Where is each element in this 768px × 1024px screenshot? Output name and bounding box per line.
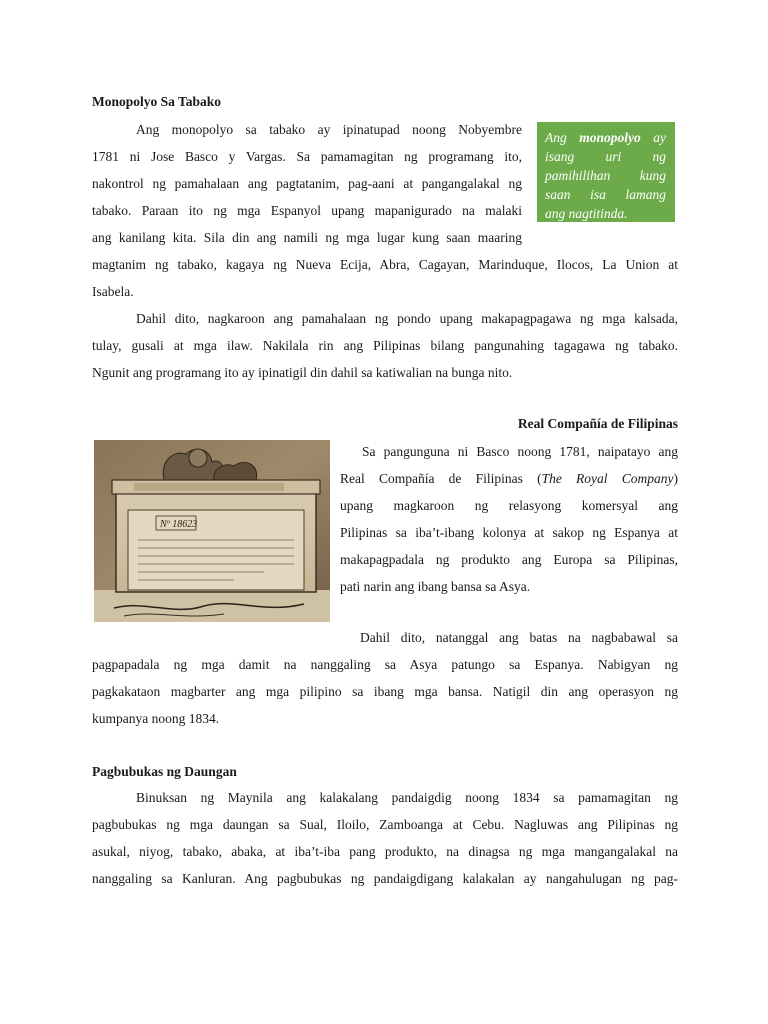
text-line: asukal, niyog, tabako, abaka, at iba’t-iba pang produkto, na dinagsa ng mga mangangalakal na <box>92 844 678 859</box>
text-line: 1781 ni Jose Basco y Vargas. Sa pamamagitan ng programang ito, <box>92 149 522 164</box>
text-line: tabako. Paraan ito ng mga Espanyol upang mapanigurado na malaki <box>92 203 522 218</box>
text-line: pagbubukas ng mga daungan sa Sual, Iloilo, Zamboanga at Cebu. Nagluwas ang Pilipinas ng <box>92 817 678 832</box>
text-line: pati narin ang ibang bansa sa Asya. <box>340 579 531 594</box>
paragraph-monopolyo-1-cont <box>92 251 678 305</box>
section-heading-daungan: Pagbubukas ng Daungan <box>92 764 237 779</box>
text-line: Pilipinas sa iba’t-ibang kolonya at sakop ng Espanya at <box>340 525 678 540</box>
text-line: Ang monopolyo sa tabako ay ipinatupad noong Nobyembre <box>136 122 522 137</box>
text-line: upang magkaroon ng relasyong komersyal ang <box>340 498 678 513</box>
text-line: tulay, gusali at mga ilaw. Nakilala rin ang Pilipinas bilang pangunahing tagagawa ng tabako. <box>92 338 678 353</box>
paragraph-monopolyo-2 <box>92 305 678 386</box>
text-line: ang kanilang kita. Sila din ang namili ng mga lugar kung saan maaring <box>92 230 522 245</box>
paragraph-real-compania-1 <box>340 438 678 600</box>
text-line: nanggaling sa Kanluran. Ang pagbubukas ng pandaigdigang kalakalan ay nangahulugan ng pag- <box>92 871 678 886</box>
callout-line: ang nagtitinda. <box>545 206 628 221</box>
callout-line: Ang monopolyo ay <box>545 130 666 145</box>
text-line: Sa pangunguna ni Basco noong 1781, naipatayo ang <box>362 444 678 459</box>
text-line: kumpanya noong 1834. <box>92 711 220 726</box>
text-line: Ngunit ang programang ito ay ipinatigil din dahil sa katiwalian na bunga nito. <box>92 365 513 380</box>
paragraph-daungan-1 <box>92 784 678 892</box>
text-line: Dahil dito, natanggal ang batas na nagbabawal sa <box>360 630 678 645</box>
section-heading-monopolyo: Monopolyo Sa Tabako <box>92 94 222 109</box>
text-line: nakontrol ng pamahalaan ang pagtatanim, pag-aani at pangangalakal ng <box>92 176 522 191</box>
section-heading-real-compania: Real Compañía de Filipinas <box>517 416 678 431</box>
text-line: makapagpadala ng produkto ang Europa sa Pilipinas, <box>340 552 678 567</box>
text-line: Binuksan ng Maynila ang kalakalang pandaigdig noong 1834 sa pamamagitan ng <box>136 790 678 805</box>
text-line: Dahil dito, nagkaroon ang pamahalaan ng pondo upang makapagpagawa ng mga kalsada, <box>136 311 678 326</box>
text-line: magtanim ng tabako, kagaya ng Nueva Ecija, Abra, Cagayan, Marinduque, Ilocos, La Union at <box>92 257 678 272</box>
callout-line: pamihilihan kung <box>545 168 666 183</box>
paragraph-monopolyo-1 <box>92 116 522 251</box>
royal-company-italic: The Royal Company <box>541 471 674 486</box>
callout-line: isang uri ng <box>545 149 666 164</box>
royal-company-certificate-image <box>94 440 330 622</box>
definition-callout <box>537 122 675 222</box>
callout-term: monopolyo <box>579 130 641 145</box>
text-line: pagpapadala ng mga damit na nanggaling sa Asya patungo sa Espanya. Nabigyan ng <box>92 657 678 672</box>
callout-line: saan isa lamang <box>545 187 666 202</box>
text-line: pagkakataon magbarter ang mga pilipino sa ibang mga bansa. Natigil din ang operasyon ng <box>92 684 678 699</box>
paragraph-real-compania-2 <box>92 624 678 732</box>
text-line: Real Compañía de Filipinas (The Royal Company) <box>340 471 678 486</box>
certificate-number: Nº 18623 <box>160 519 198 530</box>
text-line: Isabela. <box>92 284 134 299</box>
